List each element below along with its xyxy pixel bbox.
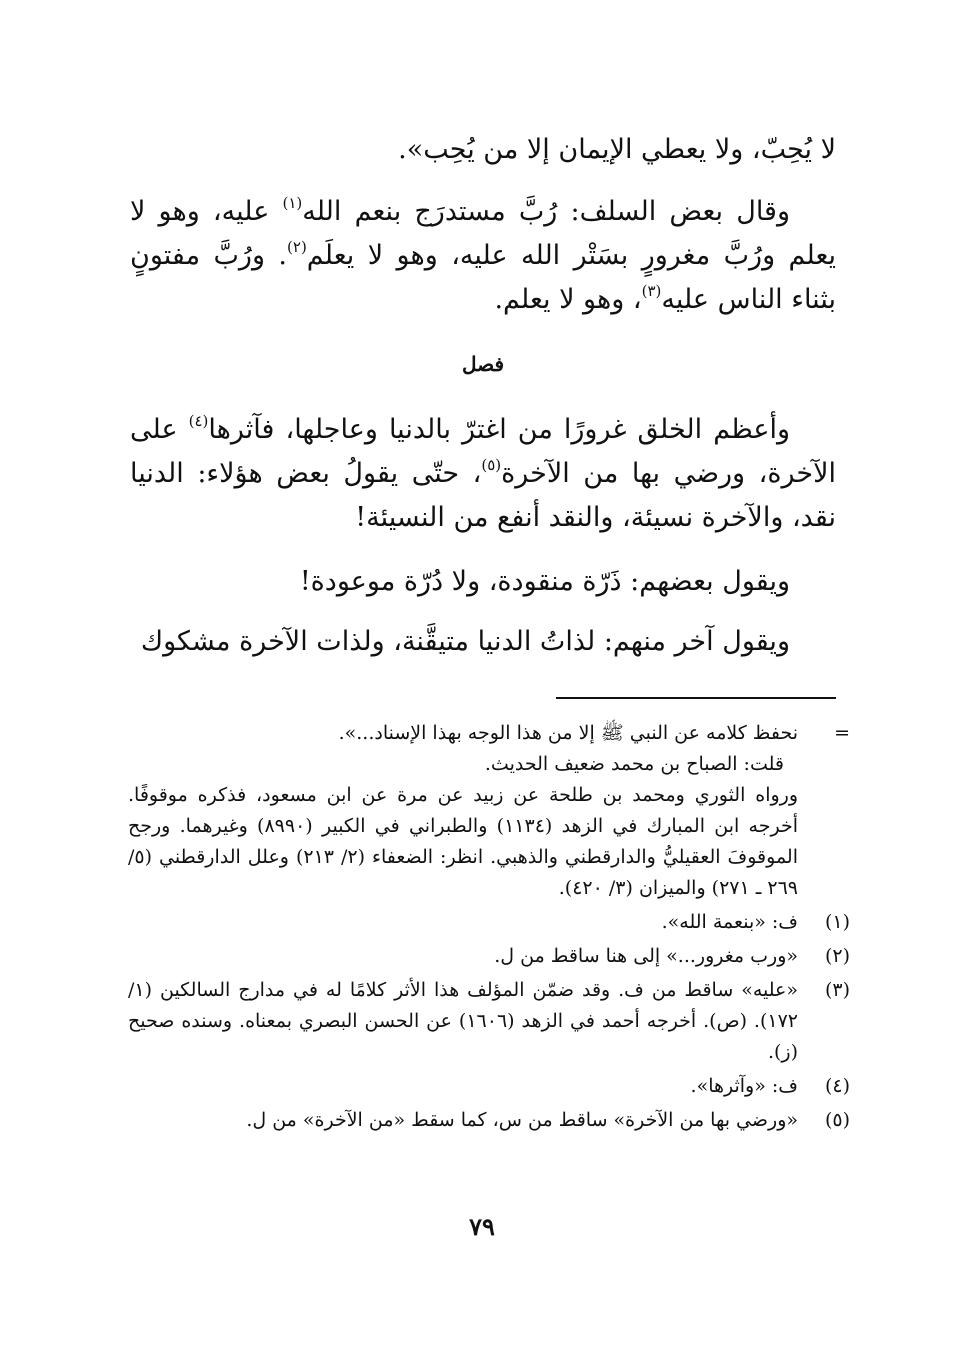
footnote-1 — [128, 907, 850, 938]
paragraph-text: على الآخرة، ورضي بها من الآخرة — [130, 414, 836, 489]
paragraph-text: عليه، وهو لا يعلم ورُبَّ مغرورٍ بسَتْر الله عليه، وهو لا يعلَم — [130, 196, 836, 271]
paragraph-text: وقال بعض السلف: رُبَّ مستدرَج بنعم الله — [302, 196, 790, 227]
paragraph-text: لا يُحِبّ، ولا يعطي الإيمان إلا من يُحِب». — [398, 134, 836, 165]
footnote-number: (٤) — [824, 1075, 850, 1097]
footnote-text: ف: «وآثرها». — [690, 1075, 798, 1097]
footnote-number: (٣) — [824, 979, 850, 1001]
paragraph-text: ويقول آخر منهم: لذاتُ الدنيا متيقَّنة، ولذات الآخرة مشكوك — [140, 626, 790, 657]
footnote-3 — [128, 975, 850, 1068]
footnote-2 — [128, 941, 850, 972]
footnote-continuation-body — [128, 718, 798, 904]
footnote-ref-2[interactable]: (٢) — [287, 238, 307, 256]
paragraph-hadith-end — [130, 128, 836, 172]
section-heading: فصل — [461, 352, 505, 376]
footnote-ref-3[interactable]: (٣) — [641, 282, 662, 300]
footnote-4 — [128, 1071, 850, 1102]
paragraph-text: ويقول بعضهم: ذَرّة منقودة، ولا دُرّة موعودة! — [299, 566, 790, 597]
footnote-ref-5[interactable]: (٥) — [481, 456, 502, 474]
paragraph-text: ، وهو لا يعلم. — [494, 284, 642, 315]
page-number: ٧٩ — [469, 1212, 495, 1241]
footnote-ref-4[interactable]: (٤) — [188, 412, 209, 430]
footnote-text: «ورضي بها من الآخرة» ساقط من س، كما سقط «من الآخرة» من ل. — [246, 1109, 798, 1131]
footnotes-section — [128, 718, 850, 1139]
footnote-line: ورواه الثوري ومحمد بن طلحة عن زبيد عن مرة عن ابن مسعود، فذكره موقوفًا. أخرجه ابن المبارك في الزهد (١١٣٤) والطبراني في الكبير (٨٩٩٠) وغيرهما. ورجح الموقوفَ العقيليُّ والدارقطني والذهبي. انظر: الضعفاء (٢/ ٢١٣) وعلل الدارقطني (٥/ ٢٦٩ ـ ٢٧١) والميزان (٣/ ٤٢٠). — [128, 784, 798, 899]
footnote-ref-1[interactable]: (١) — [282, 194, 303, 212]
footnote-line: نحفظ كلامه عن النبي ﷺ إلا من هذا الوجه بهذا الإسناد...». — [338, 722, 798, 744]
paragraph-text: . ورُبَّ مفتونٍ بثناء الناس عليه — [130, 240, 836, 315]
footnote-number: (١) — [824, 911, 850, 933]
paragraph-greatest-deception — [130, 408, 836, 540]
footnote-text: ف: «بنعمة الله». — [661, 911, 798, 933]
continuation-mark: = — [834, 722, 850, 744]
footnote-line: قلت: الصباح بن محمد ضعيف الحديث. — [484, 753, 784, 775]
paragraph-some-say — [130, 560, 836, 604]
paragraph-text: ، حتّى يقولُ بعض هؤلاء: الدنيا نقد، والآخرة نسيئة، والنقد أنفع من النسيئة! — [130, 458, 836, 533]
footnote-number: (٥) — [824, 1109, 850, 1131]
footnote-separator — [556, 697, 836, 699]
paragraph-salaf-saying — [130, 190, 836, 322]
paragraph-another-says — [130, 620, 836, 664]
footnote-text: «عليه» ساقط من ف. وقد ضمّن المؤلف هذا الأثر كلامًا له في مدارج السالكين (١/ ١٧٢). (ص). أخرجه أحمد في الزهد (١٦٠٦) عن الحسن البصري بمعناه. وسنده صحيح (ز). — [128, 979, 798, 1063]
footnote-continuation — [128, 718, 850, 904]
footnote-5 — [128, 1105, 850, 1136]
paragraph-text: وأعظم الخلق غرورًا من اغترّ بالدنيا وعاجلها، فآثرها — [208, 414, 790, 445]
footnote-number: (٢) — [824, 945, 850, 967]
footnote-text: «ورب مغرور...» إلى هنا ساقط من ل. — [494, 945, 798, 967]
